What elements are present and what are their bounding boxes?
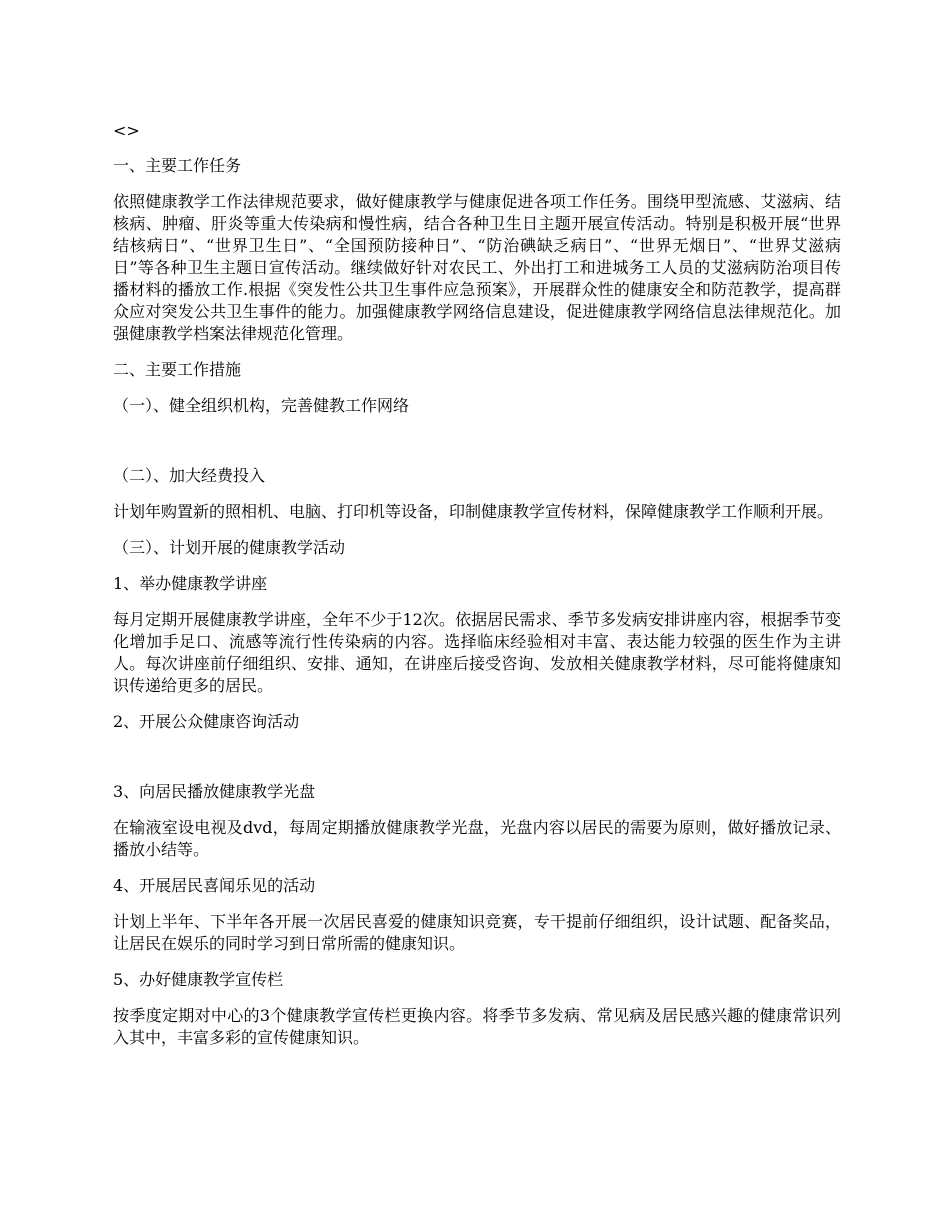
paragraph-bulletin: 按季度定期对中心的3个健康教学宣传栏更换内容。将季节多发病、常见病及居民感兴趣的健康常识列入其中，丰富多彩的宣传健康知识。 <box>113 1006 841 1047</box>
item-bulletin: 5、办好健康教学宣传栏 <box>113 970 284 989</box>
item-activities: 4、开展居民喜闻乐见的活动 <box>113 876 316 895</box>
heading-main-measures: 二、主要工作措施 <box>113 360 242 379</box>
item-lectures: 1、举办健康教学讲座 <box>113 574 268 593</box>
subheading-funding: （二）、加大经费投入 <box>113 466 266 485</box>
heading-main-tasks: 一、主要工作任务 <box>113 156 242 175</box>
blank-space <box>113 747 841 781</box>
paragraph-funding: 计划年购置新的照相机、电脑、打印机等设备，印制健康教学宣传材料，保障健康教学工作顺利开展。 <box>113 502 834 521</box>
paragraph-activities: 计划上半年、下半年各开展一次居民喜爱的健康知识竞赛，专干提前仔细组织，设计试题、配备奖品，让居民在娱乐的同时学习到日常所需的健康知识。 <box>113 912 841 953</box>
subheading-activities: （三）、计划开展的健康教学活动 <box>113 538 346 557</box>
item-discs: 3、向居民播放健康教学光盘 <box>113 782 316 801</box>
blank-space <box>113 431 841 465</box>
subheading-organization: （一）、健全组织机构，完善健教工作网络 <box>113 396 410 415</box>
paragraph-discs: 在输液室设电视及dvd，每周定期播放健康教学光盘，光盘内容以居民的需要为原则，做好播放记录、播放小结等。 <box>113 818 841 859</box>
paragraph-lectures: 每月定期开展健康教学讲座，全年不少于12次。依据居民需求、季节多发病安排讲座内容，根据季节变化增加手足口、流感等流行性传染病的内容。选择临床经验相对丰富、表达能力较强的医生作为主讲人。每次讲座前仔细组织、安排、通知，在讲座后接受咨询、发放相关健康教学材料，尽可能将健康知识传递给更多的居民。 <box>113 610 841 695</box>
document-body <box>113 120 841 1063</box>
item-consultation: 2、开展公众健康咨询活动 <box>113 712 300 731</box>
paragraph-main-tasks: 依照健康教学工作法律规范要求，做好健康教学与健康促进各项工作任务。围绕甲型流感、艾滋病、结核病、肿瘤、肝炎等重大传染病和慢性病，结合各种卫生日主题开展宣传活动。特别是积极开展“世界结核病日”、“世界卫生日”、“全国预防接种日”、“防治碘缺乏病日”、“世界无烟日”、“世界艾滋病日”等各种卫生主题日宣传活动。继续做好针对农民工、外出打工和进城务工人员的艾滋病防治项目传播材料的播放工作.根据《突发性公共卫生事件应急预案》，开展群众性的健康安全和防范教学，提高群众应对突发公共卫生事件的能力。加强健康教学网络信息建设，促进健康教学网络信息法律规范化。加强健康教学档案法律规范化管理。 <box>113 192 841 343</box>
template-marker: <> <box>113 121 140 140</box>
